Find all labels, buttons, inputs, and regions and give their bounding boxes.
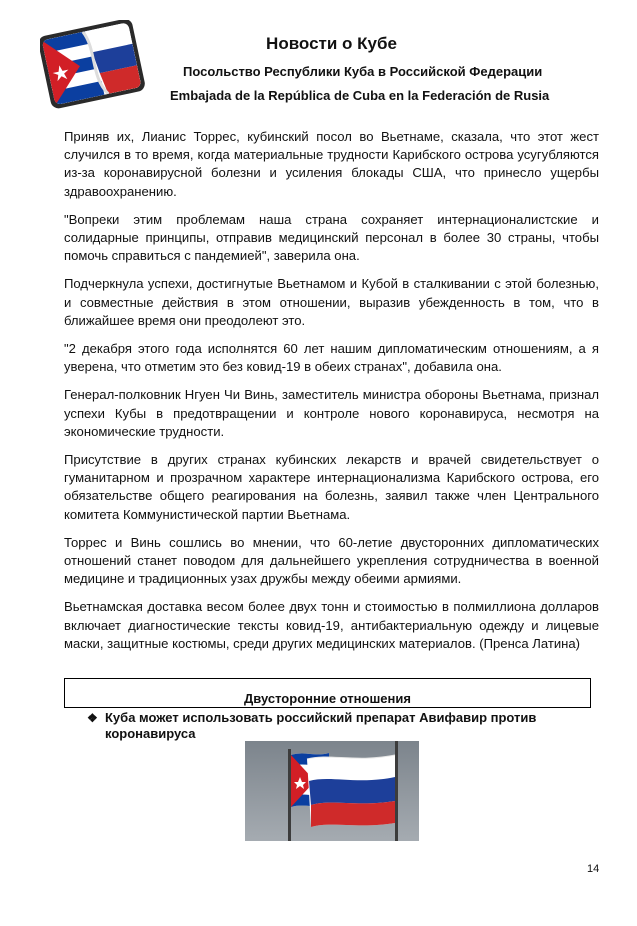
paragraph: Торрес и Винь сошлись во мнении, что 60-летие двусторонних дипломатических отношений станет поводом для дальнейшего укрепления сотрудничества в военной медицине и традиционных узах дружбы между обеими армиями. bbox=[64, 534, 599, 587]
section-header-box bbox=[64, 678, 591, 708]
cuba-russia-flags-photo-icon bbox=[245, 741, 419, 841]
article-body bbox=[64, 128, 599, 663]
page-number: 14 bbox=[587, 863, 600, 875]
paragraph: Генерал-полковник Нгуен Чи Винь, заместитель министра обороны Вьетнама, признал успехи Кубы в предотвращении и контроле нового коронавируса, несмотря на экономические трудности. bbox=[64, 387, 599, 439]
embassy-name-ru: Посольство Республики Куба в Российской Федерации bbox=[183, 64, 543, 79]
page-title: Новости о Кубе bbox=[266, 34, 397, 53]
paragraph: Подчеркнула успехи, достигнутые Вьетнамом и Кубой в сталкивании с этой болезнью, и совместные действия в этом отношении, выразив убежденность в том, что в ближайшее время они преодолеют это. bbox=[64, 276, 599, 328]
diamond-bullet-icon: ❖ bbox=[87, 711, 98, 725]
headline-text: Куба может использовать российский препарат Авифавир против коронавируса bbox=[105, 710, 537, 741]
embassy-name-es: Embajada de la República de Cuba en la Federación de Rusia bbox=[170, 88, 550, 103]
paragraph: Присутствие в других странах кубинских лекарств и врачей свидетельствует о гуманитарном и прозрачном характере интернационализма Карибского острова, его обязательстве общего реагирования на болезнь, заявил также член Центрального комитета Коммунистической партии Вьетнама. bbox=[64, 452, 599, 522]
paragraph: Приняв их, Лианис Торрес, кубинский посол во Вьетнаме, сказала, что этот жест случился в то время, когда материальные трудности Карибского острова усугубляются из-за коронавирусной болезни и усиления блокады США, что принесло ущербы здравоохранению. bbox=[64, 129, 599, 199]
headline-bullet-item bbox=[87, 710, 567, 742]
section-title: Двусторонние отношения bbox=[244, 691, 411, 706]
paragraph: "2 декабря этого года исполнятся 60 лет нашим дипломатическим отношениям, а я уверена, что отметим это без ковид-19 в обеих странах", добавила она. bbox=[64, 341, 599, 375]
paragraph: Вьетнамская доставка весом более двух тонн и стоимостью в полмиллиона долларов включает диагностические тексты ковид-19, антибактериальную одежду и лицевые маски, защитные костюмы, среди других медицинских материалов. (Пренса Латина) bbox=[64, 599, 599, 651]
paragraph: "Вопреки этим проблемам наша страна сохраняет интернационалистские и солидарные принципы, отправив медицинский персонал в более 30 страны, чтобы помочь справиться с пандемией", заверила она. bbox=[64, 211, 599, 264]
